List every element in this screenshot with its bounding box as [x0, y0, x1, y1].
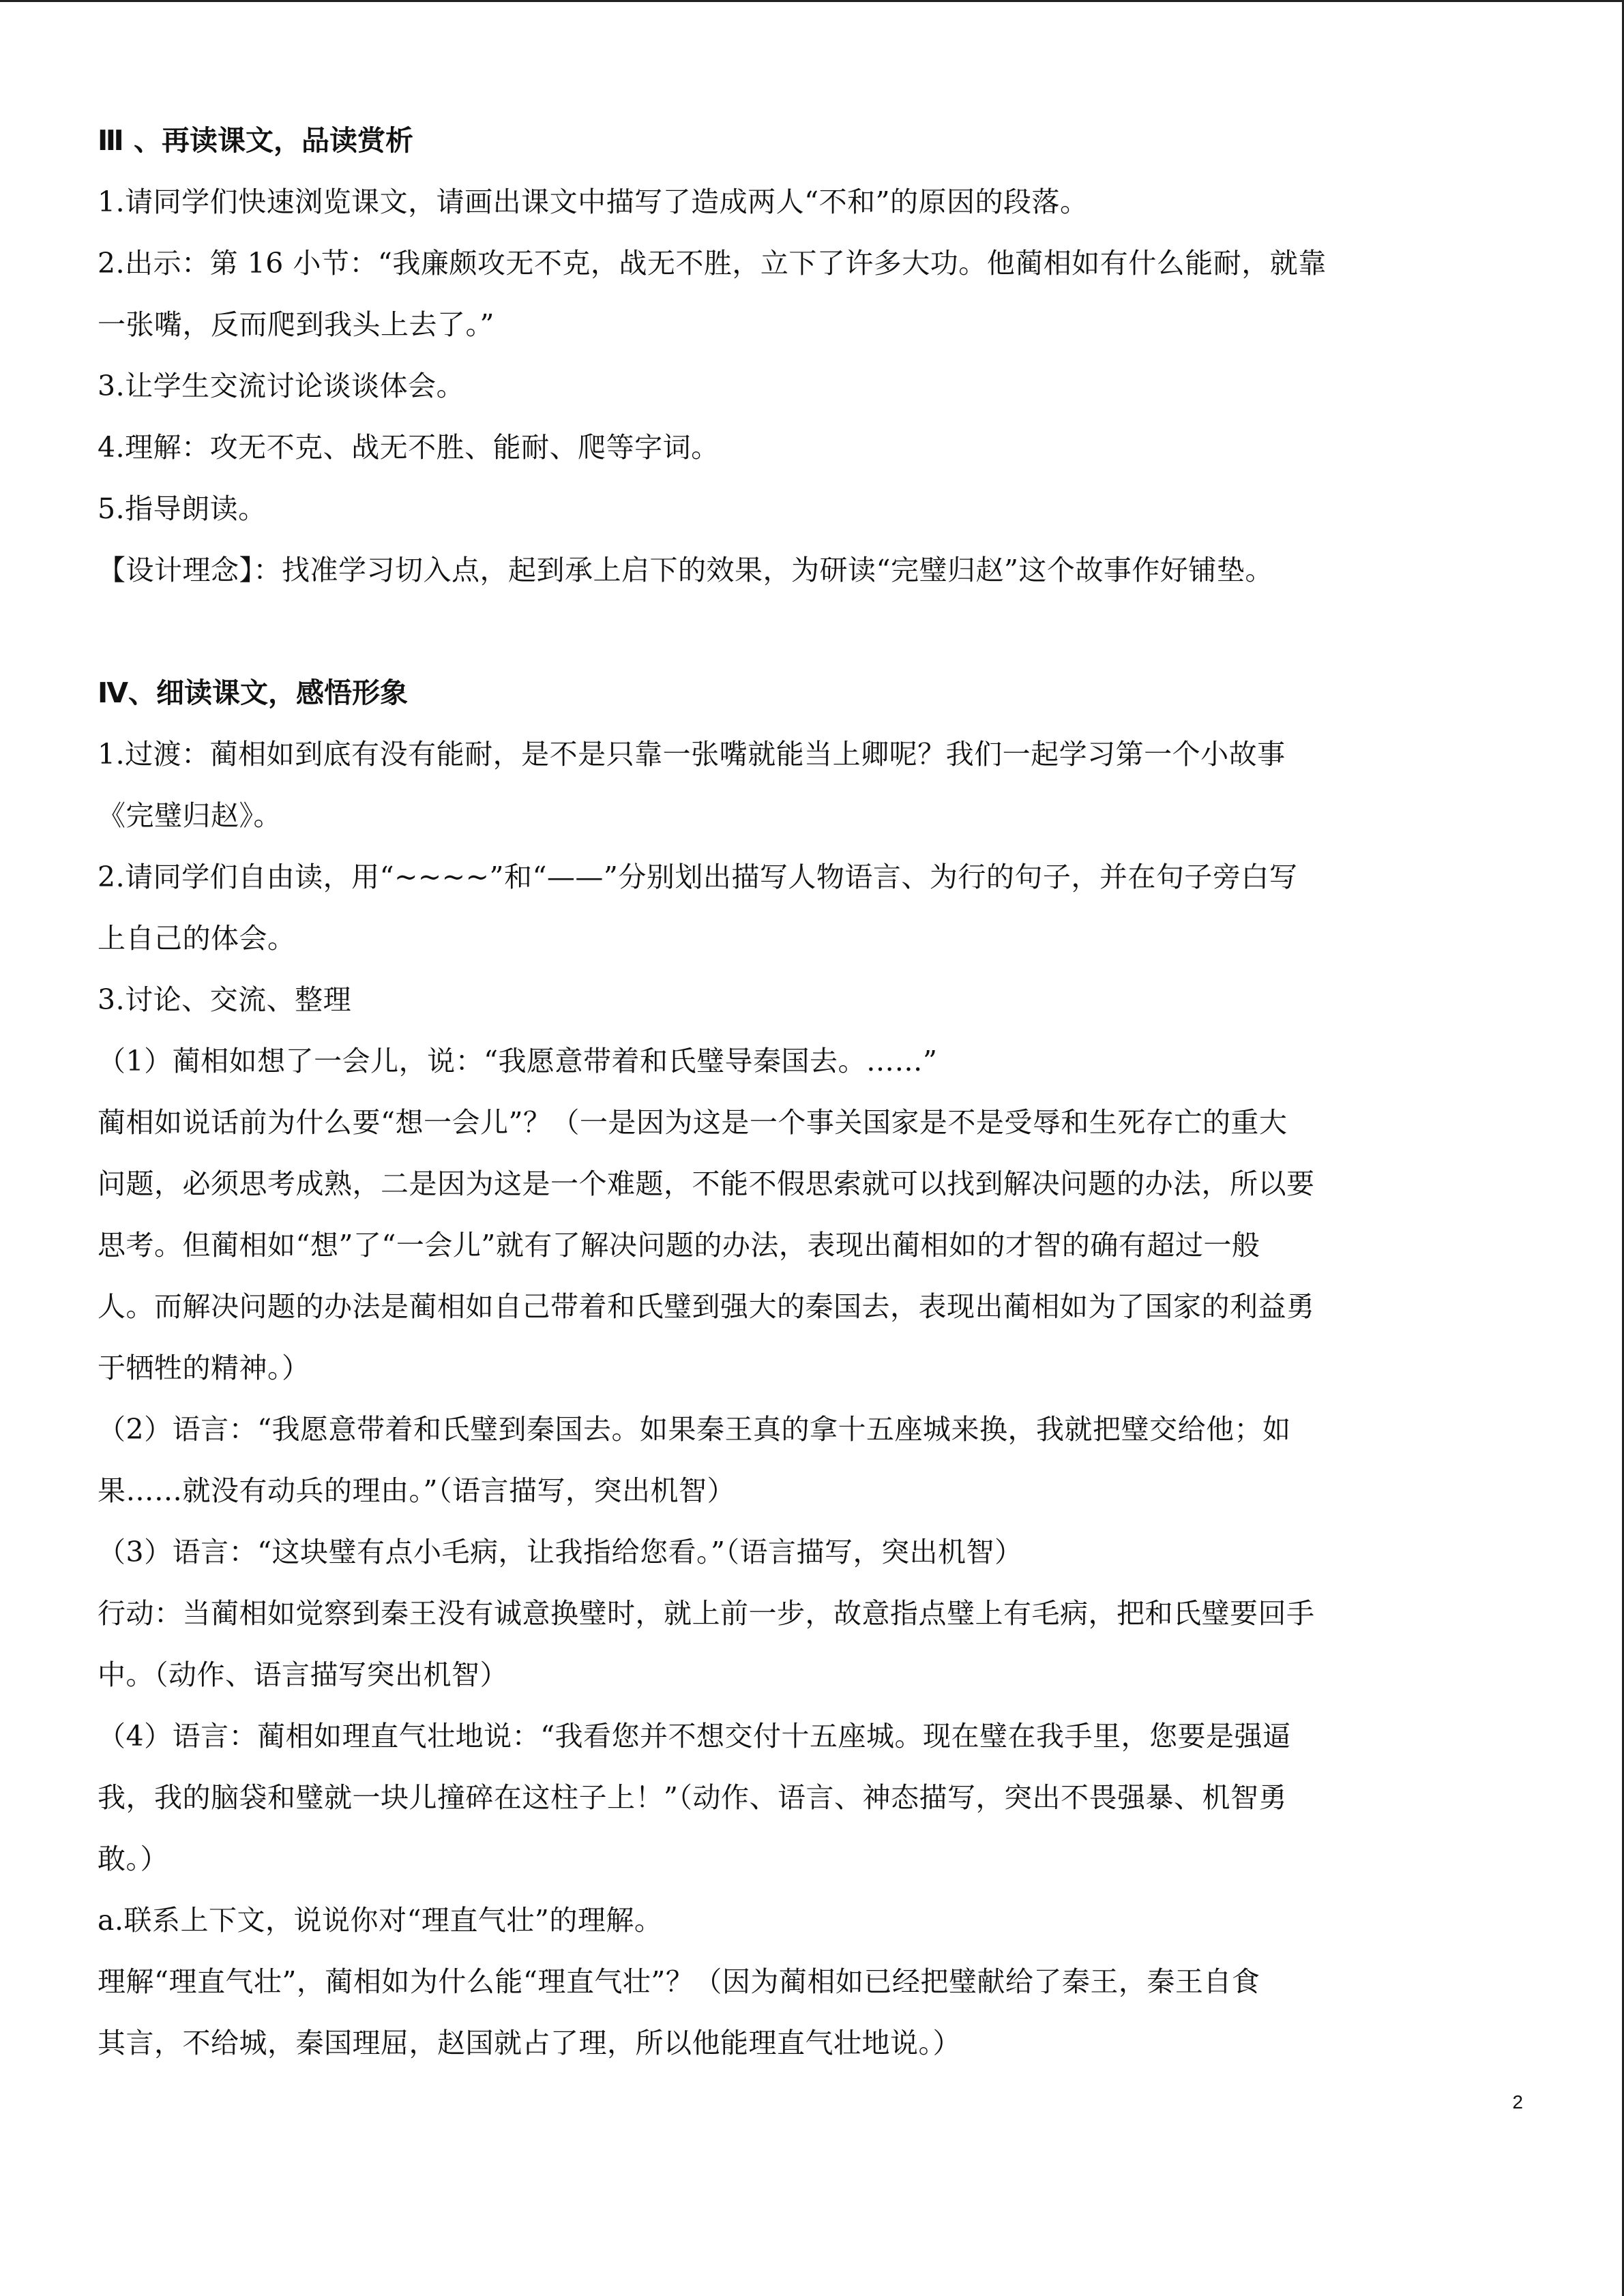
paragraph-line: 敢。）: [98, 1843, 168, 1875]
paragraph-line: 理解“理直气壮”，蔺相如为什么能“理直气壮”？（因为蔺相如已经把璧献给了秦王，秦王自食: [98, 1965, 1260, 1998]
paragraph-line: 人。而解决问题的办法是蔺相如自己带着和氏璧到强大的秦国去，表现出蔺相如为了国家的利益勇: [98, 1290, 1315, 1323]
paragraph-line: 其言，不给城，秦国理屈，赵国就占了理，所以他能理直气壮地说。）: [98, 2027, 961, 2059]
page-content: [98, 110, 1523, 2074]
paragraph-line: 2.出示：第 16 小节：“我廉颇攻无不克，战无不胜，立下了许多大功。他蔺相如有什么能耐，就靠: [98, 247, 1327, 280]
paragraph-line: 1.请同学们快速浏览课文，请画出课文中描写了造成两人“不和”的原因的段落。: [98, 185, 1089, 218]
page-number: 2: [1512, 2091, 1523, 2113]
section-4-heading: Ⅳ、细读课文，感悟形象: [98, 676, 409, 709]
paragraph-line: 一张嘴，反而爬到我头上去了。”: [98, 308, 494, 341]
paragraph-line: 问题，必须思考成熟，二是因为这是一个难题，不能不假思索就可以找到解决问题的办法，所以要: [98, 1167, 1315, 1200]
design-concept-line: 【设计理念】：找准学习切入点，起到承上启下的效果，为研读“完璧归赵”这个故事作好铺垫。: [98, 554, 1273, 586]
paragraph-line: 4.理解：攻无不克、战无不胜、能耐、爬等字词。: [98, 431, 720, 464]
paragraph-line: 行动：当蔺相如觉察到秦王没有诚意换璧时，就上前一步，故意指点璧上有毛病，把和氏璧要回手: [98, 1597, 1315, 1630]
paragraph-line: （4）语言：蔺相如理直气壮地说：“我看您并不想交付十五座城。现在璧在我手里，您要是强逼: [98, 1720, 1291, 1753]
paragraph-line: （2）语言：“我愿意带着和氏璧到秦国去。如果秦王真的拿十五座城来换，我就把璧交给他；如: [98, 1413, 1291, 1446]
paragraph-line: a.联系上下文，说说你对“理直气壮”的理解。: [98, 1904, 663, 1937]
paragraph-line: 思考。但蔺相如“想”了“一会儿”就有了解决问题的办法，表现出蔺相如的才智的确有超过一般: [98, 1229, 1260, 1262]
section-spacer: [98, 601, 1523, 662]
paragraph-line: 中。（动作、语言描写突出机智）: [98, 1658, 508, 1691]
paragraph-line: 2.请同学们自由读，用“~~~~”和“——”分别划出描写人物语言、为行的句子，并在句子旁白写: [98, 861, 1298, 893]
paragraph-line: 3.让学生交流讨论谈谈体会。: [98, 370, 465, 402]
paragraph-line: 1.过渡：蔺相如到底有没有能耐，是不是只靠一张嘴就能当上卿呢？我们一起学习第一个小故事: [98, 738, 1286, 771]
paragraph-line: 果……就没有动兵的理由。”（语言描写，突出机智）: [98, 1474, 735, 1507]
paragraph-line: 我，我的脑袋和璧就一块儿撞碎在这柱子上！”（动作、语言、神态描写，突出不畏强暴、机智勇: [98, 1781, 1287, 1814]
paragraph-line: （1）蔺相如想了一会儿，说：“我愿意带着和氏璧导秦国去。……”: [98, 1045, 938, 1077]
paragraph-line: 5.指导朗读。: [98, 492, 267, 525]
paragraph-line: 于牺牲的精神。）: [98, 1352, 310, 1384]
paragraph-line: 3.讨论、交流、整理: [98, 983, 352, 1016]
paragraph-line: （3）语言：“这块璧有点小毛病，让我指给您看。”（语言描写，突出机智）: [98, 1536, 1023, 1568]
paragraph-line: 蔺相如说话前为什么要“想一会儿”？（一是因为这是一个事关国家是不是受辱和生死存亡的重大: [98, 1106, 1288, 1139]
paragraph-line: 上自己的体会。: [98, 922, 296, 955]
section-3-heading: Ⅲ 、再读课文，品读赏析: [98, 124, 414, 157]
paragraph-line: 《完璧归赵》。: [98, 799, 282, 832]
